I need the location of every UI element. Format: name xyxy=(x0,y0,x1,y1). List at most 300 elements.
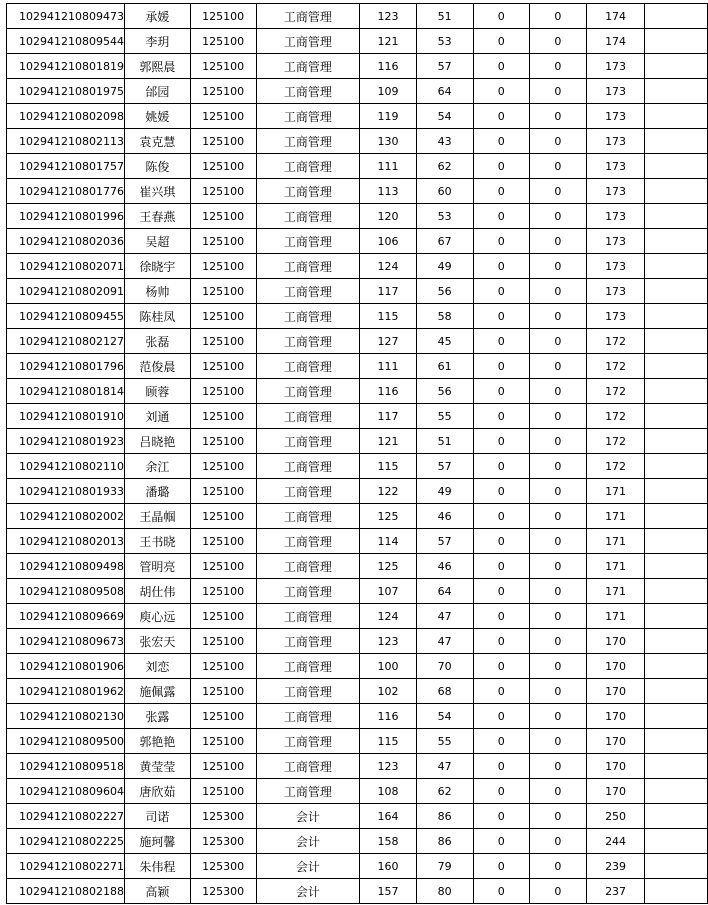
cell-score-4: 0 xyxy=(530,504,587,529)
cell-score-3: 0 xyxy=(473,4,530,29)
cell-name: 司诺 xyxy=(124,804,190,829)
cell-exam-id: 102941210809673 xyxy=(7,629,125,654)
cell-score-4: 0 xyxy=(530,554,587,579)
cell-score-2: 86 xyxy=(416,804,473,829)
cell-score-1: 115 xyxy=(360,454,417,479)
cell-score-4: 0 xyxy=(530,29,587,54)
cell-score-1: 106 xyxy=(360,229,417,254)
cell-score-1: 124 xyxy=(360,604,417,629)
cell-exam-id: 102941210802127 xyxy=(7,329,125,354)
table-row xyxy=(7,154,708,179)
table-row xyxy=(7,229,708,254)
cell-major-code: 125300 xyxy=(190,879,256,904)
cell-name: 陈桂凤 xyxy=(124,304,190,329)
cell-score-1: 115 xyxy=(360,304,417,329)
cell-score-4: 0 xyxy=(530,54,587,79)
cell-total: 172 xyxy=(586,329,645,354)
table-row xyxy=(7,279,708,304)
table-row xyxy=(7,379,708,404)
cell-major: 工商管理 xyxy=(256,479,360,504)
cell-score-4: 0 xyxy=(530,604,587,629)
cell-score-1: 117 xyxy=(360,404,417,429)
cell-score-2: 46 xyxy=(416,504,473,529)
cell-exam-id: 102941210801906 xyxy=(7,654,125,679)
cell-major: 工商管理 xyxy=(256,354,360,379)
cell-score-1: 125 xyxy=(360,504,417,529)
cell-score-2: 57 xyxy=(416,529,473,554)
cell-exam-id: 102941210809604 xyxy=(7,779,125,804)
cell-major: 工商管理 xyxy=(256,779,360,804)
cell-major-code: 125100 xyxy=(190,679,256,704)
cell-score-1: 116 xyxy=(360,54,417,79)
table-row xyxy=(7,804,708,829)
cell-score-3: 0 xyxy=(473,504,530,529)
cell-name: 王春燕 xyxy=(124,204,190,229)
cell-score-2: 58 xyxy=(416,304,473,329)
table-row xyxy=(7,829,708,854)
cell-note xyxy=(645,229,708,254)
cell-score-2: 45 xyxy=(416,329,473,354)
cell-exam-id: 102941210801757 xyxy=(7,154,125,179)
cell-exam-id: 102941210802013 xyxy=(7,529,125,554)
cell-score-3: 0 xyxy=(473,804,530,829)
cell-total: 172 xyxy=(586,354,645,379)
cell-note xyxy=(645,354,708,379)
cell-name: 张宏天 xyxy=(124,629,190,654)
cell-major-code: 125100 xyxy=(190,154,256,179)
cell-exam-id: 102941210809518 xyxy=(7,754,125,779)
cell-major-code: 125100 xyxy=(190,279,256,304)
cell-note xyxy=(645,129,708,154)
cell-total: 170 xyxy=(586,779,645,804)
cell-score-1: 119 xyxy=(360,104,417,129)
cell-score-2: 47 xyxy=(416,604,473,629)
cell-score-2: 54 xyxy=(416,104,473,129)
cell-total: 237 xyxy=(586,879,645,904)
cell-major: 工商管理 xyxy=(256,629,360,654)
cell-exam-id: 102941210801910 xyxy=(7,404,125,429)
cell-major: 工商管理 xyxy=(256,229,360,254)
cell-total: 170 xyxy=(586,679,645,704)
cell-exam-id: 102941210809498 xyxy=(7,554,125,579)
score-table xyxy=(6,3,708,904)
cell-score-2: 60 xyxy=(416,179,473,204)
cell-score-2: 54 xyxy=(416,704,473,729)
cell-score-3: 0 xyxy=(473,279,530,304)
cell-name: 唐欣茹 xyxy=(124,779,190,804)
cell-total: 173 xyxy=(586,204,645,229)
cell-major: 工商管理 xyxy=(256,529,360,554)
cell-name: 高颖 xyxy=(124,879,190,904)
cell-major-code: 125100 xyxy=(190,704,256,729)
cell-score-4: 0 xyxy=(530,729,587,754)
cell-major: 工商管理 xyxy=(256,579,360,604)
cell-note xyxy=(645,629,708,654)
cell-total: 244 xyxy=(586,829,645,854)
cell-score-2: 53 xyxy=(416,29,473,54)
cell-score-3: 0 xyxy=(473,454,530,479)
cell-note xyxy=(645,429,708,454)
cell-exam-id: 102941210801923 xyxy=(7,429,125,454)
cell-major: 工商管理 xyxy=(256,504,360,529)
cell-note xyxy=(645,79,708,104)
cell-major-code: 125100 xyxy=(190,454,256,479)
cell-major-code: 125300 xyxy=(190,804,256,829)
cell-major-code: 125100 xyxy=(190,529,256,554)
cell-score-4: 0 xyxy=(530,454,587,479)
score-table-body xyxy=(7,4,708,904)
table-row xyxy=(7,729,708,754)
cell-total: 173 xyxy=(586,79,645,104)
cell-exam-id: 102941210801776 xyxy=(7,179,125,204)
cell-major: 工商管理 xyxy=(256,179,360,204)
cell-score-3: 0 xyxy=(473,604,530,629)
table-row xyxy=(7,754,708,779)
cell-score-3: 0 xyxy=(473,629,530,654)
cell-score-4: 0 xyxy=(530,379,587,404)
cell-score-3: 0 xyxy=(473,254,530,279)
cell-total: 173 xyxy=(586,254,645,279)
cell-total: 170 xyxy=(586,654,645,679)
cell-score-2: 80 xyxy=(416,879,473,904)
cell-score-2: 51 xyxy=(416,429,473,454)
cell-name: 吴超 xyxy=(124,229,190,254)
cell-major-code: 125100 xyxy=(190,629,256,654)
cell-score-1: 123 xyxy=(360,4,417,29)
cell-major-code: 125100 xyxy=(190,129,256,154)
cell-score-4: 0 xyxy=(530,779,587,804)
cell-score-1: 117 xyxy=(360,279,417,304)
cell-exam-id: 102941210801819 xyxy=(7,54,125,79)
cell-total: 173 xyxy=(586,104,645,129)
cell-score-3: 0 xyxy=(473,704,530,729)
cell-exam-id: 102941210801975 xyxy=(7,79,125,104)
cell-note xyxy=(645,654,708,679)
cell-score-1: 116 xyxy=(360,379,417,404)
cell-major-code: 125100 xyxy=(190,779,256,804)
cell-major: 工商管理 xyxy=(256,679,360,704)
cell-major-code: 125100 xyxy=(190,479,256,504)
cell-score-2: 68 xyxy=(416,679,473,704)
cell-score-4: 0 xyxy=(530,354,587,379)
cell-score-1: 120 xyxy=(360,204,417,229)
cell-major: 会计 xyxy=(256,879,360,904)
cell-score-3: 0 xyxy=(473,129,530,154)
cell-major: 工商管理 xyxy=(256,4,360,29)
cell-score-3: 0 xyxy=(473,229,530,254)
cell-exam-id: 102941210809500 xyxy=(7,729,125,754)
cell-score-3: 0 xyxy=(473,79,530,104)
cell-score-4: 0 xyxy=(530,254,587,279)
cell-total: 173 xyxy=(586,229,645,254)
cell-exam-id: 102941210802271 xyxy=(7,854,125,879)
cell-score-4: 0 xyxy=(530,829,587,854)
cell-total: 173 xyxy=(586,129,645,154)
cell-score-1: 121 xyxy=(360,29,417,54)
cell-name: 胡仕伟 xyxy=(124,579,190,604)
cell-total: 171 xyxy=(586,604,645,629)
cell-score-4: 0 xyxy=(530,529,587,554)
cell-major: 工商管理 xyxy=(256,104,360,129)
cell-score-4: 0 xyxy=(530,879,587,904)
cell-note xyxy=(645,604,708,629)
cell-note xyxy=(645,379,708,404)
cell-major: 工商管理 xyxy=(256,54,360,79)
table-row xyxy=(7,129,708,154)
cell-exam-id: 102941210802113 xyxy=(7,129,125,154)
cell-score-2: 49 xyxy=(416,479,473,504)
cell-exam-id: 102941210801933 xyxy=(7,479,125,504)
cell-note xyxy=(645,454,708,479)
cell-major: 工商管理 xyxy=(256,129,360,154)
table-row xyxy=(7,779,708,804)
cell-note xyxy=(645,29,708,54)
cell-total: 172 xyxy=(586,404,645,429)
cell-score-4: 0 xyxy=(530,154,587,179)
cell-exam-id: 102941210802188 xyxy=(7,879,125,904)
cell-major-code: 125100 xyxy=(190,204,256,229)
cell-major-code: 125100 xyxy=(190,429,256,454)
cell-name: 黄莹莹 xyxy=(124,754,190,779)
cell-note xyxy=(645,154,708,179)
cell-score-3: 0 xyxy=(473,154,530,179)
cell-major-code: 125100 xyxy=(190,354,256,379)
cell-score-3: 0 xyxy=(473,479,530,504)
cell-major: 会计 xyxy=(256,804,360,829)
cell-score-4: 0 xyxy=(530,304,587,329)
cell-score-2: 55 xyxy=(416,404,473,429)
cell-score-2: 56 xyxy=(416,379,473,404)
cell-score-2: 62 xyxy=(416,154,473,179)
table-row xyxy=(7,554,708,579)
cell-score-1: 160 xyxy=(360,854,417,879)
cell-total: 172 xyxy=(586,454,645,479)
cell-score-3: 0 xyxy=(473,429,530,454)
cell-score-4: 0 xyxy=(530,704,587,729)
table-row xyxy=(7,529,708,554)
cell-exam-id: 102941210809455 xyxy=(7,304,125,329)
cell-note xyxy=(645,254,708,279)
table-row xyxy=(7,629,708,654)
cell-score-2: 53 xyxy=(416,204,473,229)
cell-major: 工商管理 xyxy=(256,429,360,454)
cell-name: 施珂馨 xyxy=(124,829,190,854)
table-row xyxy=(7,479,708,504)
cell-score-4: 0 xyxy=(530,579,587,604)
cell-major-code: 125100 xyxy=(190,29,256,54)
cell-score-3: 0 xyxy=(473,529,530,554)
cell-score-1: 124 xyxy=(360,254,417,279)
cell-major-code: 125100 xyxy=(190,79,256,104)
cell-score-2: 64 xyxy=(416,579,473,604)
cell-score-4: 0 xyxy=(530,179,587,204)
cell-major: 工商管理 xyxy=(256,654,360,679)
cell-score-4: 0 xyxy=(530,854,587,879)
cell-total: 171 xyxy=(586,529,645,554)
cell-score-3: 0 xyxy=(473,404,530,429)
table-row xyxy=(7,29,708,54)
cell-score-1: 123 xyxy=(360,754,417,779)
cell-note xyxy=(645,854,708,879)
cell-score-1: 130 xyxy=(360,129,417,154)
cell-score-4: 0 xyxy=(530,404,587,429)
cell-exam-id: 102941210802098 xyxy=(7,104,125,129)
cell-name: 杨帅 xyxy=(124,279,190,304)
table-row xyxy=(7,679,708,704)
table-row xyxy=(7,304,708,329)
cell-total: 173 xyxy=(586,154,645,179)
cell-score-3: 0 xyxy=(473,854,530,879)
cell-total: 171 xyxy=(586,579,645,604)
cell-major-code: 125100 xyxy=(190,729,256,754)
cell-major: 工商管理 xyxy=(256,604,360,629)
cell-score-3: 0 xyxy=(473,654,530,679)
cell-note xyxy=(645,279,708,304)
table-row xyxy=(7,254,708,279)
cell-total: 172 xyxy=(586,429,645,454)
table-row xyxy=(7,579,708,604)
cell-name: 施佩露 xyxy=(124,679,190,704)
cell-score-2: 55 xyxy=(416,729,473,754)
cell-total: 173 xyxy=(586,304,645,329)
cell-score-1: 111 xyxy=(360,154,417,179)
cell-score-4: 0 xyxy=(530,429,587,454)
cell-name: 朱伟程 xyxy=(124,854,190,879)
cell-score-1: 100 xyxy=(360,654,417,679)
cell-score-1: 113 xyxy=(360,179,417,204)
cell-name: 袁克慧 xyxy=(124,129,190,154)
cell-score-4: 0 xyxy=(530,4,587,29)
cell-score-4: 0 xyxy=(530,329,587,354)
cell-score-4: 0 xyxy=(530,104,587,129)
cell-score-3: 0 xyxy=(473,879,530,904)
cell-score-3: 0 xyxy=(473,104,530,129)
cell-note xyxy=(645,554,708,579)
cell-major: 工商管理 xyxy=(256,454,360,479)
cell-score-3: 0 xyxy=(473,579,530,604)
cell-score-3: 0 xyxy=(473,754,530,779)
cell-note xyxy=(645,4,708,29)
cell-score-3: 0 xyxy=(473,554,530,579)
cell-total: 173 xyxy=(586,179,645,204)
table-row xyxy=(7,79,708,104)
cell-major: 工商管理 xyxy=(256,279,360,304)
cell-name: 顾蓉 xyxy=(124,379,190,404)
cell-exam-id: 102941210802227 xyxy=(7,804,125,829)
cell-major: 工商管理 xyxy=(256,754,360,779)
cell-total: 171 xyxy=(586,554,645,579)
table-row xyxy=(7,654,708,679)
cell-exam-id: 102941210802002 xyxy=(7,504,125,529)
cell-exam-id: 102941210801962 xyxy=(7,679,125,704)
cell-score-3: 0 xyxy=(473,204,530,229)
cell-major-code: 125100 xyxy=(190,304,256,329)
cell-major-code: 125300 xyxy=(190,829,256,854)
cell-score-1: 115 xyxy=(360,729,417,754)
cell-major-code: 125100 xyxy=(190,379,256,404)
cell-exam-id: 102941210802130 xyxy=(7,704,125,729)
table-row xyxy=(7,454,708,479)
cell-name: 邰园 xyxy=(124,79,190,104)
cell-major: 工商管理 xyxy=(256,554,360,579)
cell-major: 工商管理 xyxy=(256,704,360,729)
cell-score-3: 0 xyxy=(473,304,530,329)
table-row xyxy=(7,4,708,29)
cell-name: 王书晓 xyxy=(124,529,190,554)
cell-score-1: 157 xyxy=(360,879,417,904)
cell-name: 潘璐 xyxy=(124,479,190,504)
cell-score-1: 125 xyxy=(360,554,417,579)
table-row xyxy=(7,854,708,879)
cell-total: 170 xyxy=(586,704,645,729)
cell-major-code: 125100 xyxy=(190,229,256,254)
cell-total: 171 xyxy=(586,504,645,529)
cell-score-3: 0 xyxy=(473,29,530,54)
cell-score-2: 43 xyxy=(416,129,473,154)
cell-name: 陈俊 xyxy=(124,154,190,179)
cell-exam-id: 102941210802091 xyxy=(7,279,125,304)
cell-major-code: 125100 xyxy=(190,754,256,779)
cell-total: 250 xyxy=(586,804,645,829)
cell-major-code: 125100 xyxy=(190,604,256,629)
cell-total: 171 xyxy=(586,479,645,504)
cell-score-2: 62 xyxy=(416,779,473,804)
cell-name: 庾心远 xyxy=(124,604,190,629)
cell-score-4: 0 xyxy=(530,479,587,504)
cell-major: 会计 xyxy=(256,854,360,879)
cell-major-code: 125100 xyxy=(190,104,256,129)
cell-exam-id: 102941210809669 xyxy=(7,604,125,629)
table-row xyxy=(7,879,708,904)
cell-name: 刘通 xyxy=(124,404,190,429)
cell-score-1: 158 xyxy=(360,829,417,854)
cell-score-1: 114 xyxy=(360,529,417,554)
cell-score-2: 56 xyxy=(416,279,473,304)
cell-major-code: 125300 xyxy=(190,854,256,879)
cell-score-1: 121 xyxy=(360,429,417,454)
cell-name: 张露 xyxy=(124,704,190,729)
cell-major-code: 125100 xyxy=(190,579,256,604)
cell-note xyxy=(645,704,708,729)
cell-score-1: 102 xyxy=(360,679,417,704)
cell-score-4: 0 xyxy=(530,629,587,654)
cell-major: 工商管理 xyxy=(256,79,360,104)
cell-major-code: 125100 xyxy=(190,4,256,29)
cell-name: 刘恋 xyxy=(124,654,190,679)
cell-score-2: 46 xyxy=(416,554,473,579)
cell-major: 工商管理 xyxy=(256,154,360,179)
cell-score-2: 47 xyxy=(416,629,473,654)
cell-total: 174 xyxy=(586,29,645,54)
cell-name: 范俊晨 xyxy=(124,354,190,379)
cell-major: 工商管理 xyxy=(256,329,360,354)
cell-total: 239 xyxy=(586,854,645,879)
cell-score-2: 49 xyxy=(416,254,473,279)
cell-note xyxy=(645,304,708,329)
cell-exam-id: 102941210801814 xyxy=(7,379,125,404)
cell-major: 工商管理 xyxy=(256,379,360,404)
cell-name: 徐晓宇 xyxy=(124,254,190,279)
cell-score-1: 108 xyxy=(360,779,417,804)
cell-score-3: 0 xyxy=(473,729,530,754)
cell-major: 工商管理 xyxy=(256,254,360,279)
cell-total: 170 xyxy=(586,629,645,654)
cell-note xyxy=(645,329,708,354)
cell-score-1: 127 xyxy=(360,329,417,354)
cell-note xyxy=(645,104,708,129)
cell-score-3: 0 xyxy=(473,679,530,704)
cell-score-3: 0 xyxy=(473,179,530,204)
